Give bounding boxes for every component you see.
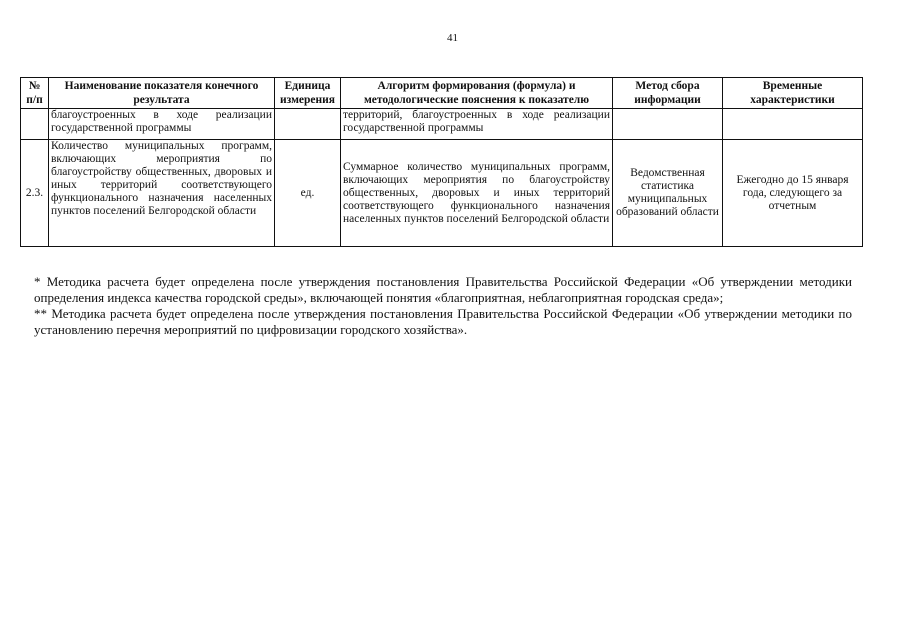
cell-timing: Ежегодно до 15 января года, следующего за отчетным [723, 140, 863, 247]
cell-unit: ед. [275, 140, 341, 247]
cell-num [21, 109, 49, 140]
cell-algorithm: территорий, благоустроенных в ходе реализации государственной программы [341, 109, 613, 140]
header-algorithm: Алгоритм формирования (формула) и методологические пояснения к показателю [341, 78, 613, 109]
table-row [21, 140, 863, 247]
page-number: 41 [447, 32, 458, 44]
header-num: № п/п [21, 78, 49, 109]
footnote-2: ** Методика расчета будет определена после утверждения постановления Правительства Российской Федерации «Об утверждении методики по установлению перечня мероприятий по цифровизации городского хозяйства». [34, 306, 852, 337]
cell-method [613, 109, 723, 140]
cell-algorithm: Суммарное количество муниципальных программ, включающих мероприятия по благоустройству общественных, дворовых и иных территорий соответствующего функционального назначения населенных пунктов поселений Белгородской области [341, 140, 613, 247]
indicators-table [20, 77, 863, 247]
footnotes [34, 274, 852, 338]
cell-num: 2.3. [21, 140, 49, 247]
header-timing: Временные характеристики [723, 78, 863, 109]
footnote-1: * Методика расчета будет определена после утверждения постановления Правительства Российской Федерации «Об утверждении методики определения индекса качества городской среды», включающей понятия «благоприятная, неблагоприятная городская среда»; [34, 274, 852, 305]
table-header-row [21, 78, 863, 109]
table-row [21, 109, 863, 140]
cell-timing [723, 109, 863, 140]
cell-name: благоустроенных в ходе реализации государственной программы [49, 109, 275, 140]
header-name: Наименование показателя конечного результата [49, 78, 275, 109]
header-unit: Единица измерения [275, 78, 341, 109]
cell-unit [275, 109, 341, 140]
cell-name: Количество муниципальных программ, включающих мероприятия по благоустройству общественных, дворовых и иных территорий соответствующего функционального назначения населенных пунктов поселений Белгородской области [49, 140, 275, 247]
header-method: Метод сбора информации [613, 78, 723, 109]
cell-method: Ведомственная статистика муниципальных образований области [613, 140, 723, 247]
